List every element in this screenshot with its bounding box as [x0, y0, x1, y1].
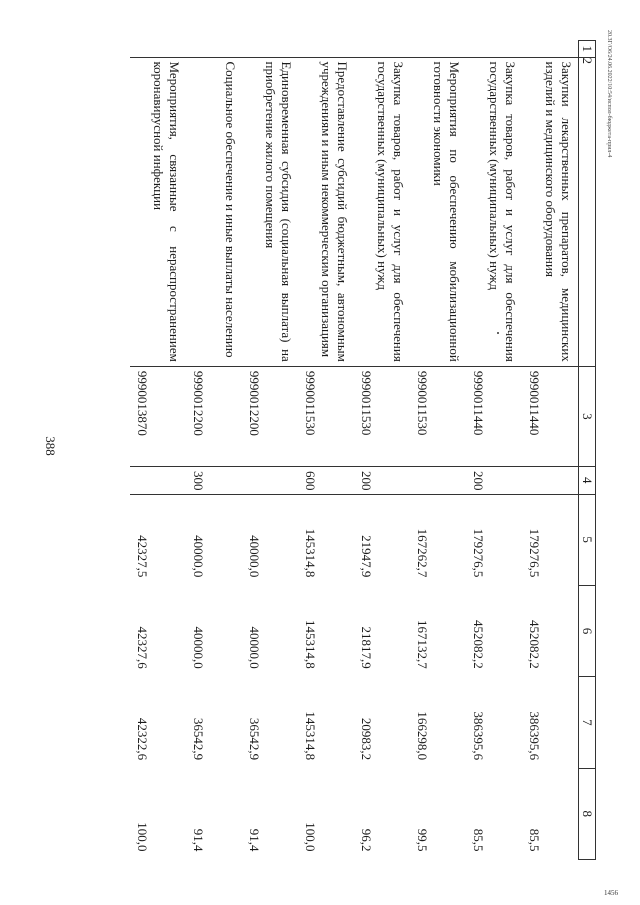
row-code: 9990011440 [466, 366, 522, 466]
row-col7: 145314,8 [303, 711, 318, 761]
row-code: 9990012200 [186, 366, 242, 466]
row-col5: 21947,9 [359, 535, 374, 578]
row-col8: 91,4 [247, 828, 262, 852]
table-row [410, 41, 466, 860]
table-row [130, 41, 186, 860]
row-col7: 386395,6 [471, 711, 486, 761]
row-spacer [242, 41, 298, 58]
row-type: 600 [298, 466, 354, 494]
row-type: 200 [354, 466, 410, 494]
row-type: 300 [186, 466, 242, 494]
row-name: Закупки лекарственных препаратов, медицинских изделий и медицинского оборудования [522, 57, 579, 366]
row-spacer [186, 41, 242, 58]
row-col8: 96,2 [359, 828, 374, 852]
row-name: Единовременная субсидия (социальная выплата) на приобретение жилого помещения [242, 57, 298, 366]
row-col6: 40000,0 [191, 626, 206, 669]
row-spacer [354, 41, 410, 58]
table-row [242, 41, 298, 860]
row-col8: 100,0 [135, 822, 150, 852]
col-header-1: 1 [579, 41, 596, 58]
row-col5: 167262,7 [415, 528, 430, 578]
row-col6: 145314,8 [303, 619, 318, 669]
row-name: Мероприятия, связанные с нераспространением коронавирусной инфекции [130, 57, 186, 366]
scan-speck [497, 332, 499, 334]
col-header-2: 2 [579, 57, 596, 366]
table-row [354, 41, 410, 860]
header-row [579, 41, 596, 860]
table-row [522, 41, 579, 860]
row-col7: 166298,0 [415, 711, 430, 761]
table-row [298, 41, 354, 860]
row-col5: 179276,5 [527, 528, 542, 578]
row-spacer [298, 41, 354, 58]
row-type [522, 466, 579, 494]
row-spacer [130, 41, 186, 58]
row-col6: 21817,9 [359, 626, 374, 669]
corner-mark: 1456 [604, 889, 618, 897]
col-header-6: 6 [579, 585, 596, 676]
row-name: Социальное обеспечение и иные выплаты населению [186, 57, 242, 366]
row-col7: 36542,9 [191, 717, 206, 761]
table-row [466, 41, 522, 860]
row-col6: 167132,7 [415, 619, 430, 669]
row-col7: 36542,9 [247, 717, 262, 761]
row-col5: 42327,5 [135, 535, 150, 578]
col-header-7: 7 [579, 677, 596, 768]
row-spacer [522, 41, 579, 58]
row-col6: 40000,0 [247, 626, 262, 669]
row-col8: 85,5 [527, 828, 542, 852]
row-col7: 42322,6 [135, 717, 150, 761]
col-header-3: 3 [579, 366, 596, 466]
row-col5: 40000,0 [247, 535, 262, 578]
col-header-4: 4 [579, 466, 596, 494]
row-code: 9990011530 [298, 366, 354, 466]
row-type: 200 [466, 466, 522, 494]
row-col8: 100,0 [303, 822, 318, 852]
page-number: 388 [43, 436, 58, 456]
row-spacer [410, 41, 466, 58]
row-name: Мероприятия по обеспечению мобилизационной готовности экономики [410, 57, 466, 366]
row-name: Закупка товаров, работ и услуг для обеспечения государственных (муниципальных) нужд [354, 57, 410, 366]
row-col6: 452082,2 [527, 619, 542, 669]
col-header-8: 8 [579, 768, 596, 859]
row-code: 9990013870 [130, 366, 186, 466]
row-col8: 91,4 [191, 828, 206, 852]
row-code: 9990011440 [522, 366, 579, 466]
row-code: 9990011530 [354, 366, 410, 466]
table-row [186, 41, 242, 860]
row-type [130, 466, 186, 494]
row-col8: 85,5 [471, 828, 486, 852]
row-code: 9990011530 [410, 366, 466, 466]
budget-table [130, 40, 596, 860]
row-col5: 179276,5 [471, 528, 486, 578]
row-type [410, 466, 466, 494]
row-col6: 42327,6 [135, 626, 150, 669]
row-col8: 99,5 [415, 828, 430, 852]
row-col7: 20983,2 [359, 717, 374, 761]
row-type [242, 466, 298, 494]
row-col7: 386395,6 [527, 711, 542, 761]
row-name: Закупка товаров, работ и услуг для обеспечения государственных (муниципальных) нужд [466, 57, 522, 366]
file-path-stamp: 20.3Г/О6/24.06.2022/10:54/испол-бюджета-прил-4 [606, 30, 612, 158]
row-col5: 145314,8 [303, 528, 318, 578]
row-col5: 40000,0 [191, 535, 206, 578]
rotated-table-container [116, 40, 596, 860]
col-header-5: 5 [579, 494, 596, 585]
row-spacer [466, 41, 522, 58]
rotated-table-area [116, 40, 596, 860]
row-name: Предоставление субсидий бюджетным, автономным учреждениям и иным некоммерческим организациям [298, 57, 354, 366]
row-code: 9990012200 [242, 366, 298, 466]
row-col6: 452082,2 [471, 619, 486, 669]
